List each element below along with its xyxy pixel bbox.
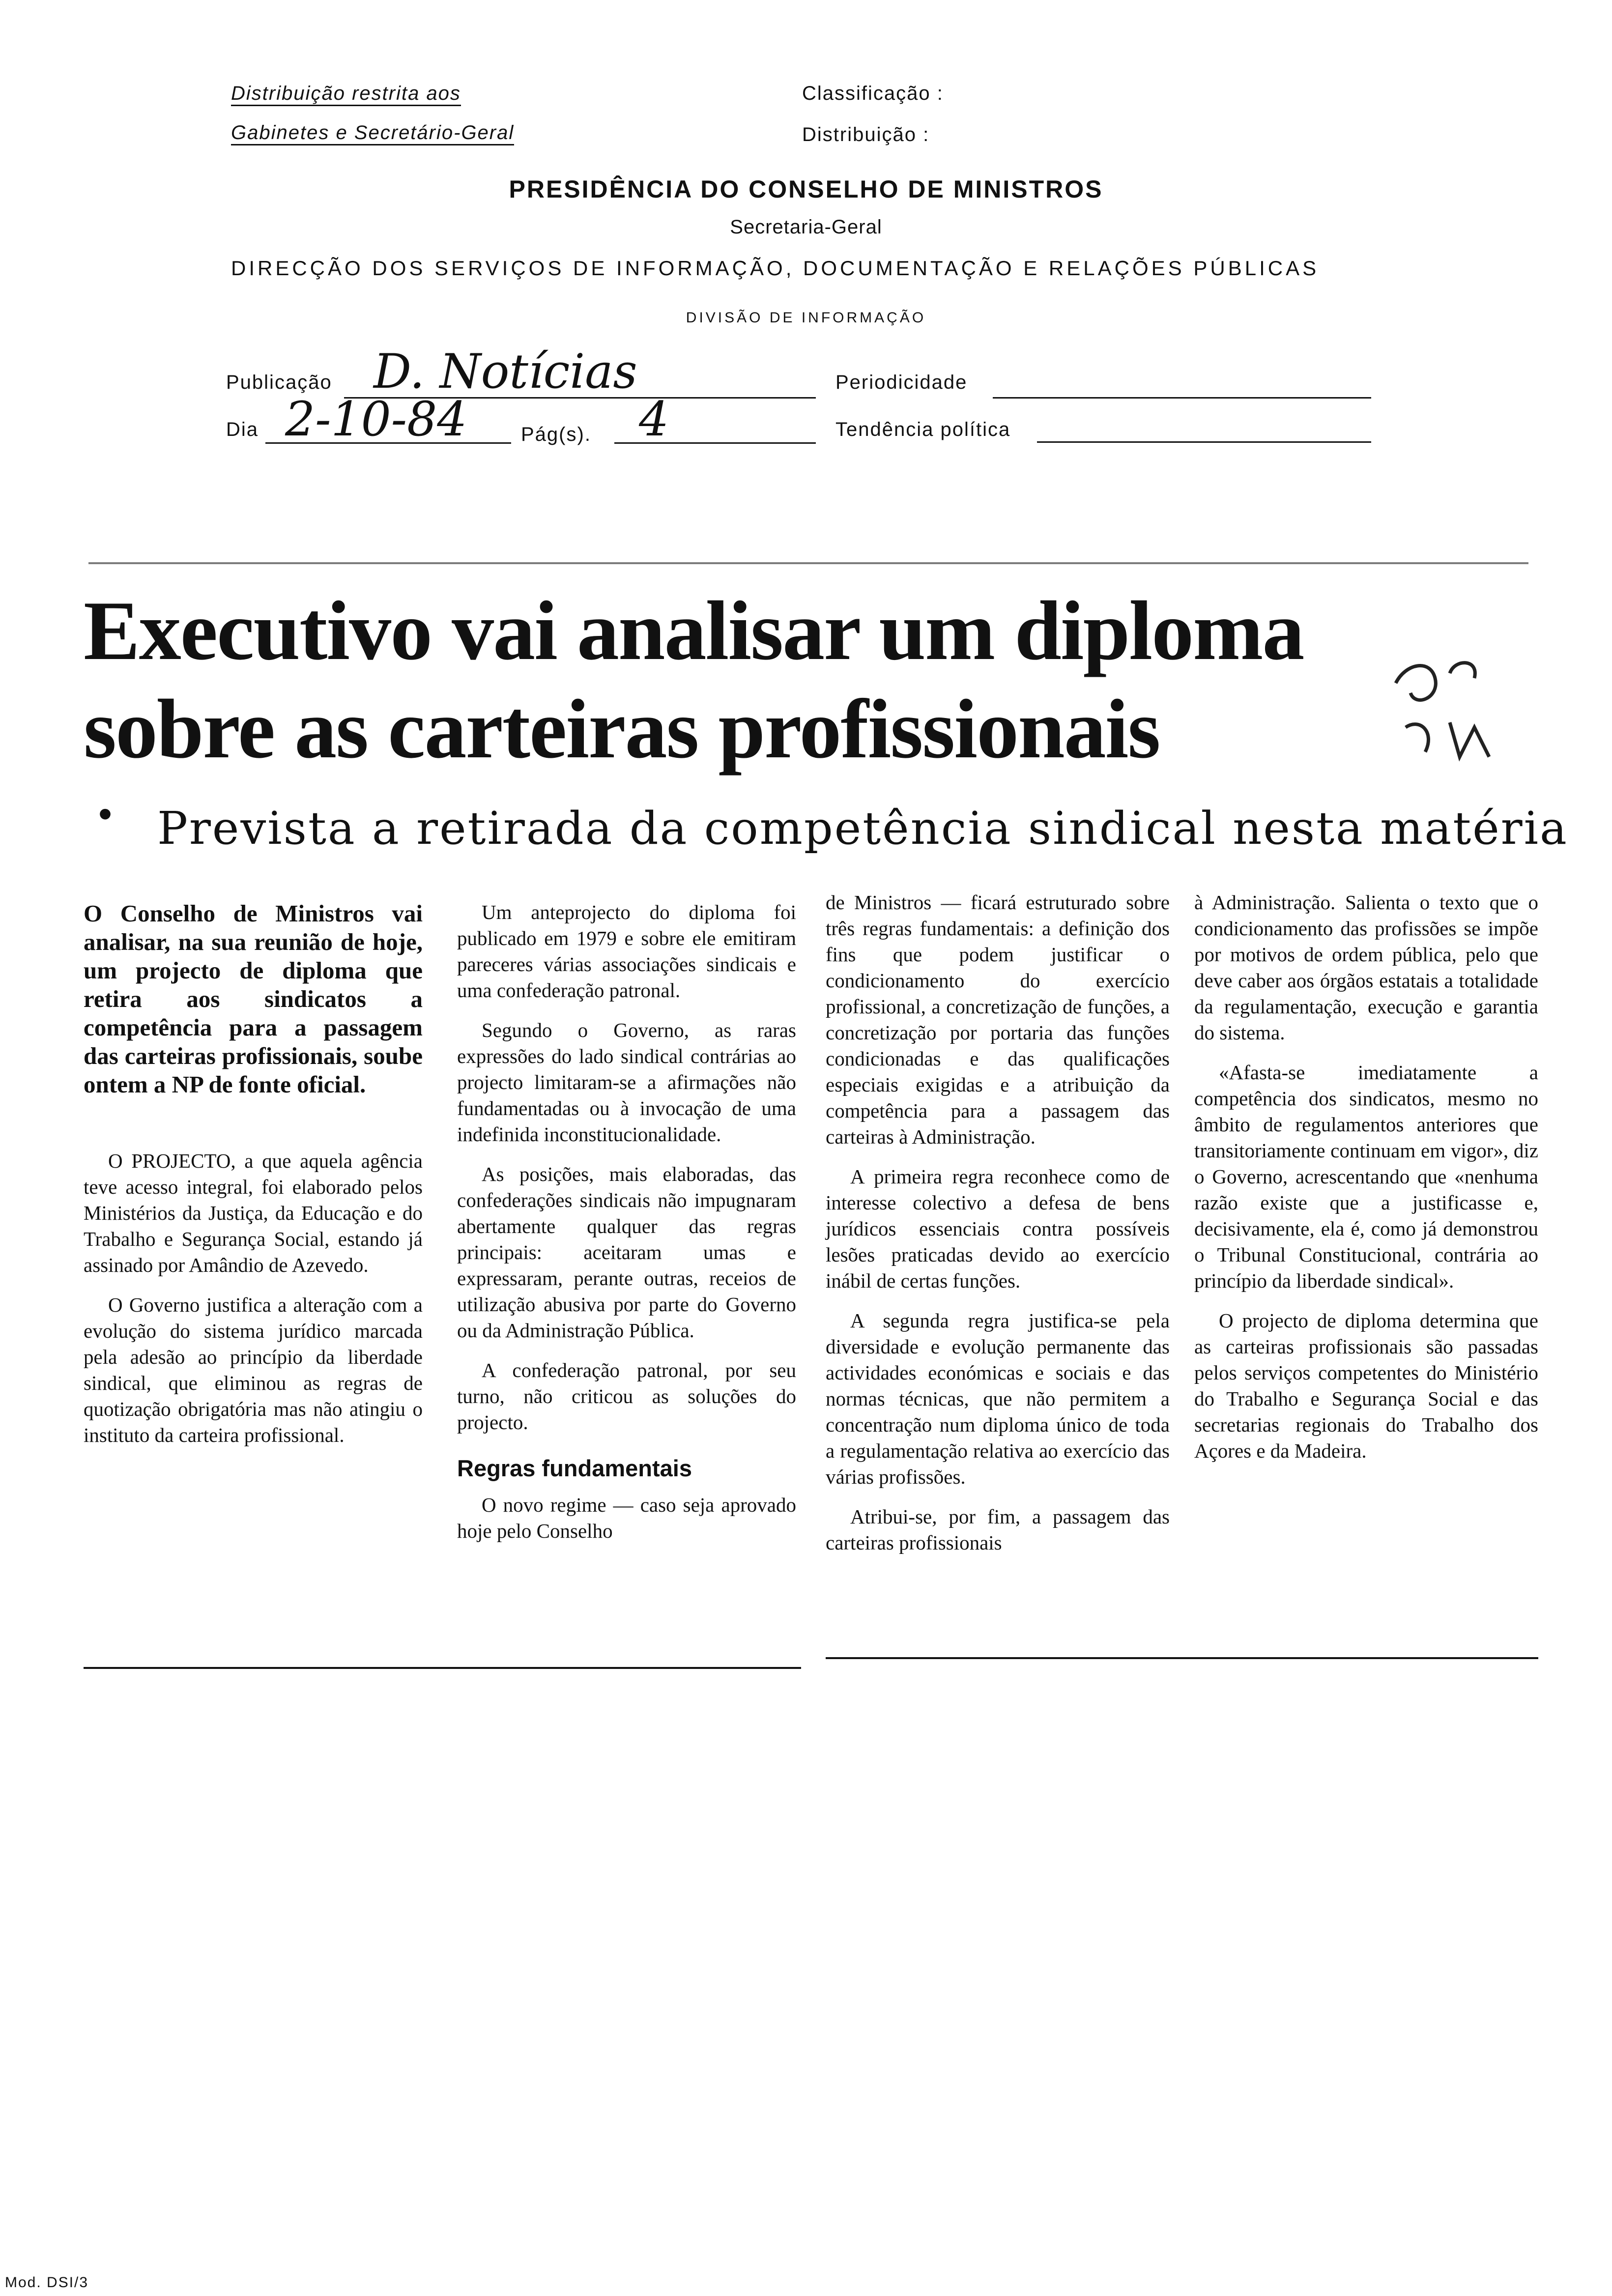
headline-line-1: Executivo vai analisar um diploma <box>84 584 1304 678</box>
article-column-4 <box>1194 890 1538 1478</box>
periodicity-underline <box>993 397 1371 399</box>
pages-handwritten-value: 4 <box>639 392 669 447</box>
org-title: PRESIDÊNCIA DO CONSELHO DE MINISTROS <box>509 175 1103 203</box>
subheadline: Prevista a retirada da competência sindical nesta matéria <box>157 802 1568 855</box>
col3-paragraph-2: A primeira regra reconhece como de interesse colectivo a defesa de bens jurídicos essenciais contra possíveis lesões praticadas devido ao exercício inábil de certas funções. <box>826 1165 1170 1292</box>
headline-line-2: sobre as carteiras profissionais <box>84 683 1160 776</box>
clipping-bottom-rule-left <box>84 1667 801 1669</box>
pages-label: Pág(s). <box>521 424 591 445</box>
distribution-label: Distribuição : <box>802 124 930 145</box>
classification-label: Classificação : <box>802 83 944 104</box>
subheadline-bullet: • <box>98 792 113 835</box>
handwritten-initials-mark <box>1376 654 1524 767</box>
org-subtitle: Secretaria-Geral <box>730 216 882 238</box>
col1-paragraph-2: O Governo justifica a alteração com a evolução do sistema jurídico marcada pela adesão ao princípio da liberdade sindical, que eliminou as regras de quotização obrigatória mas não atingiu o instituto da carteira profissional. <box>84 1293 423 1446</box>
col4-paragraph-3: O projecto de diploma determina que as carteiras profissionais são passadas pelos serviços competentes do Ministério do Trabalho e Segurança Social e das secretarias regionais do Trabalho dos Açores e da Madeira. <box>1194 1309 1538 1462</box>
article-column-1 <box>84 899 423 1462</box>
tendency-label: Tendência política <box>835 419 1011 440</box>
col2-paragraph-2: Segundo o Governo, as raras expressões do lado sindical contrárias ao projecto limitaram-se a afirmações não fundamentadas ou à invocação de uma indefinida inconstitucionalidade. <box>457 1019 796 1146</box>
col2-paragraph-3: As posições, mais elaboradas, das confederações sindicais não impugnaram abertamente qualquer das regras principais: aceitaram umas e expressaram, perante outras, receios de utilização abusiva por parte do Governo ou da Administração Pública. <box>457 1163 796 1342</box>
directorate-line: DIRECÇÃO DOS SERVIÇOS DE INFORMAÇÃO, DOCUMENTAÇÃO E RELAÇÕES PÚBLICAS <box>231 257 1320 280</box>
distribution-restriction-line2: Gabinetes e Secretário-Geral <box>231 122 514 145</box>
article-column-2 <box>457 899 796 1558</box>
article-column-3 <box>826 890 1170 1570</box>
form-code: Mod. DSI/3 <box>5 2274 89 2291</box>
col2-paragraph-1: Um anteprojecto do diploma foi publicado em 1979 e sobre ele emitiram pareceres várias associações sindicais e uma confederação patronal. <box>457 901 796 1002</box>
publication-label: Publicação <box>226 372 332 393</box>
distribution-restriction-line1: Distribuição restrita aos <box>231 83 461 106</box>
col4-paragraph-2: «Afasta-se imediatamente a competência dos sindicatos, mesmo no âmbito de regulamentos anteriores que transitoriamente continuam em vigor», diz o Governo, acrescentando que «nenhuma razão existe que a justificasse e, decisivamente, ela é, como já demonstrou o Tribunal Constitucional, contrária ao princípio da liberdade sindical». <box>1194 1061 1538 1292</box>
col3-paragraph-4: Atribui-se, por fim, a passagem das carteiras profissionais <box>826 1505 1170 1554</box>
clipping-bottom-rule-right <box>826 1657 1538 1659</box>
section-subhead-rules: Regras fundamentais <box>457 1455 692 1481</box>
publication-handwritten-value: D. Notícias <box>374 344 637 399</box>
article-lead: O Conselho de Ministros vai analisar, na sua reunião de hoje, um projecto de diploma que retira aos sindicatos a competência para a passagem das carteiras profissionais, soube ontem a NP de fonte oficial. <box>84 900 423 1098</box>
col3-paragraph-3: A segunda regra justifica-se pela diversidade e evolução permanente das actividades económicas e sociais e das normas técnicas, que não permitem a concentração num diploma único de toda a regulamentação relativa ao exercício das várias profissões. <box>826 1309 1170 1488</box>
clipping-top-edge <box>88 562 1528 564</box>
periodicity-label: Periodicidade <box>835 372 968 393</box>
date-label: Dia <box>226 419 259 440</box>
col3-paragraph-1: de Ministros — ficará estruturado sobre três regras fundamentais: a definição dos fins que podem justificar o condicionamento do exercício profissional, a concretização de funções, a concretização por portaria das funções condicionadas e das qualificações especiais exigidas e a atribuição da competência para a passagem das carteiras à Administração. <box>826 891 1170 1148</box>
col2-paragraph-4: A confederação patronal, por seu turno, não criticou as soluções do projecto. <box>457 1359 796 1434</box>
division-line: DIVISÃO DE INFORMAÇÃO <box>686 310 926 326</box>
col4-paragraph-1: à Administração. Salienta o texto que o condicionamento das profissões se impõe por motivos de ordem pública, pelo que deve caber aos órgãos estatais a totalidade da regulamentação, execução e garantia do sistema. <box>1194 891 1538 1044</box>
tendency-underline <box>1037 441 1371 443</box>
col1-paragraph-1: O PROJECTO, a que aquela agência teve acesso integral, foi elaborado pelos Ministérios da Justiça, da Educação e do Trabalho e Segurança Social, estando já assinado por Amândio de Azevedo. <box>84 1149 423 1276</box>
date-handwritten-value: 2-10-84 <box>285 392 467 447</box>
col2-paragraph-5: O novo regime — caso seja aprovado hoje pelo Conselho <box>457 1493 796 1542</box>
